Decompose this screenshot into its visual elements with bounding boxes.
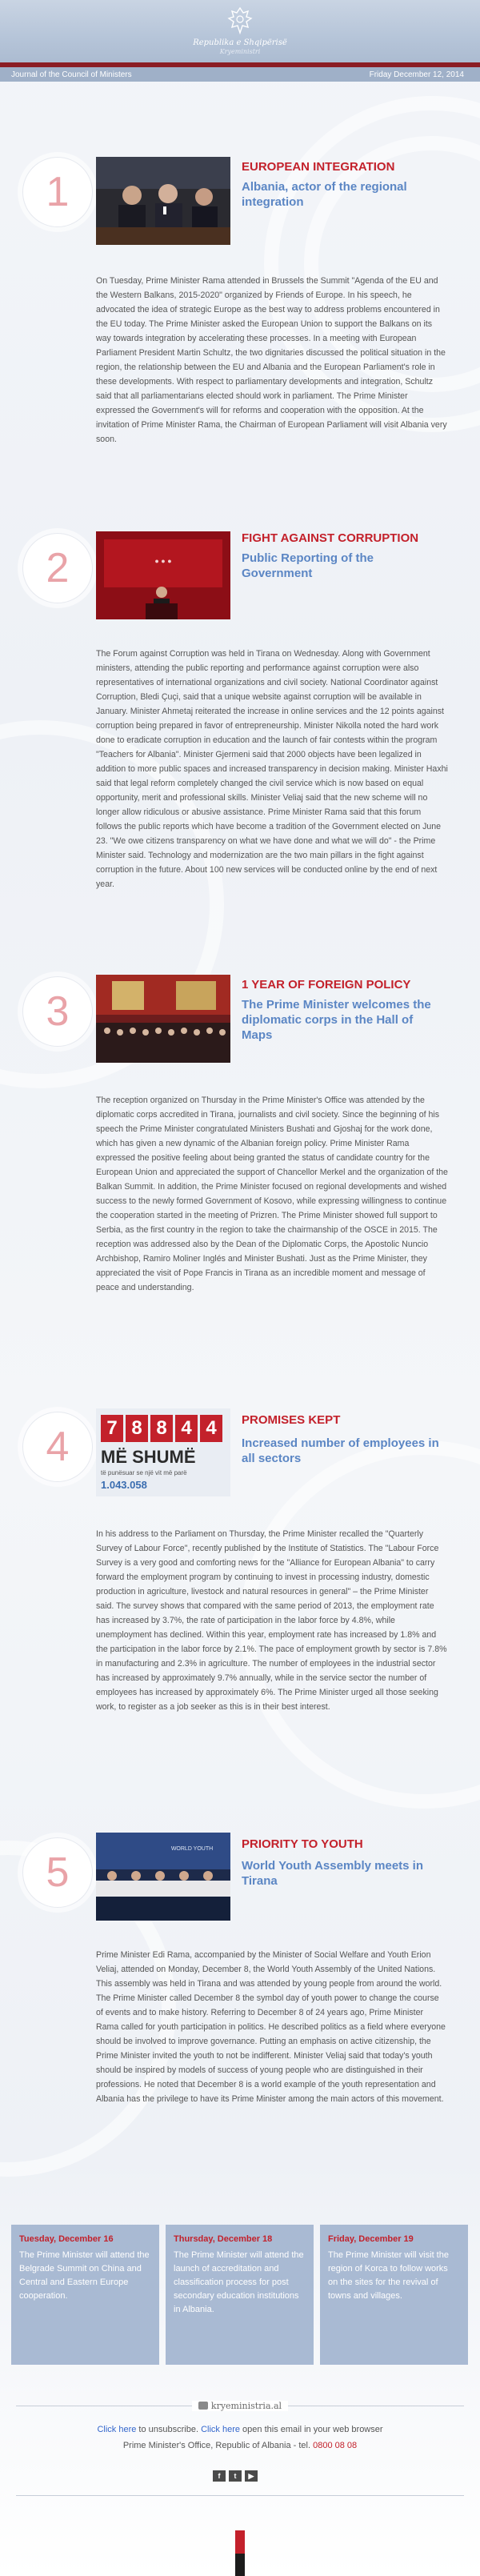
article-subtitle: Albania, actor of the regional integration [242,180,407,209]
article-subtitle: Public Reporting of the Government [242,551,374,580]
article-subtitle: Increased number of employees in all sectors [242,1436,439,1465]
republic-title: Republika e Shqipërisë [193,38,287,47]
footer-links [0,2425,480,2434]
office-text: Prime Minister's Office, Republic of Albania - tel. [122,2441,314,2450]
article-subtitle: The Prime Minister welcomes the diplomatic corps in the Hall of Maps [242,998,431,1042]
youtube-icon[interactable]: ▶ [245,2470,258,2482]
digit-tile: 8 [126,1415,148,1442]
digit-tile: 4 [200,1415,222,1442]
twitter-icon[interactable]: t [229,2470,242,2482]
unsubscribe-text: to unsubscribe. [136,2425,202,2434]
article-kicker: 1 YEAR OF FOREIGN POLICY [242,978,411,992]
article-number: 4 [22,1412,93,1482]
article-subtitle: World Youth Assembly meets in Tirana [242,1859,423,1888]
schedule-card [320,2225,468,2365]
facebook-icon[interactable]: f [213,2470,226,2482]
article-photo-anticorruption-forum[interactable] [96,531,230,619]
article-body: The reception organized on Thursday in the Prime Minister's Office was attended by the diplomatic corps accredited in Tirana, journalists and civil society. Since the beginning of his speech the Prime Minister congratulated Ministers Bushati and Gjoshaj for the work done, which has given a new dynamic of the Albanian foreign policy. Prime Minister Rama expressed the positive feeling about being granted the status of candidate country for the European Union and appreciated the support of Chancellor Merkel and the organization of the Balkan Summit. In addition, the Prime Minister focused on regional developments and wished success to the newly formed Government of Kosovo, while expressing willingness to continue the cooperation started in the meeting of Prizren. The Prime Minister showed full support to Serbia, as the first country in the region to take the chairmanship of the OSCE in 2015. The reception was addressed also by the Dean of the Diplomatic Corps, the Apostolic Nuncio Archbishop, Ramiro Moliner Inglés and Minister Bushati. Just as the Prime Minister, they appreciated the visit of Pope Francis in Tirana as an incredible moment and message of peace and understanding. [96,1096,448,1292]
graphic-total: 1.043.058 [101,1479,147,1491]
article-photo-brussels-summit[interactable] [96,157,230,245]
digit-counter [101,1415,226,1442]
schedule-text: The Prime Minister will attend the launch of accreditation and classification process for post secondary education institutions in Albania. [174,2250,304,2314]
schedule-text: The Prime Minister will attend the Belgrade Summit on China and Central and Eastern Europe cooperation. [19,2250,150,2301]
article-body: In his address to the Parliament on Thursday, the Prime Minister recalled the "Quarterly Survey of Labour Force", recently published by the Institute of Statistics. The "Labour Force Survey is a very good and comforting news for the "Alliance for European Albania" to carry forward the employment program by continuing to invest in processing industry, domestic production in agriculture, livestock and natural resources in general" – the Prime Minister said. The survey shows that compared with the same period of 2013, the employment rate has increased by 3.7%, the rate of participation in the labor force by 4.8%, while unemployment has declined. Within this year, employment rate has increased by 1.8% and the participation in the labor force by 2.1%. The pace of employment growth by sector is 7.8% in manufacturing and 2.3% in agriculture. The number of employees in the industrial sector has increased by approximately 9.7% annually, while in the service sector the number of employees has increased by approximately 6%. The Prime Minister urged all those seeking work, to register as a job seeker as this is in their best interest. [96,1529,447,1712]
footer-divider [16,2495,464,2496]
footer-site-logo[interactable] [192,2401,288,2411]
schedule-day: Tuesday, December 16 [19,2234,114,2244]
issue-date: Friday December 12, 2014 [369,70,464,79]
article-number: 1 [22,157,93,227]
schedule-day: Thursday, December 18 [174,2234,273,2244]
schedule-day: Friday, December 19 [328,2234,414,2244]
bottom-flag-bar [235,2530,245,2576]
schedule-card [11,2225,159,2365]
article-kicker: FIGHT AGAINST CORRUPTION [242,531,419,545]
article-body: On Tuesday, Prime Minister Rama attended in Brussels the Summit "Agenda of the EU and the Western Balkans, 2015-2020" organized by Friends of Europe. In his speech, he advocated the idea of strategic Europe as the best way to address problems encountered in the EU today. The Prime Minister asked the European Union to support the Balkans on its way towards integration by accelerating these processes. In a meeting with European Parliament President Martin Schultz, the two dignitaries discussed the political situation in the region, the relationship between the EU and Albania and the European Parliament's role in these developments. With respect to parliamentary developments and integration, Schultz said that all parliamentarians elected should work in parliament. The Prime Minister expressed the Government's will for reforms and cooperation with the opposition. At the invitation of Prime Minister Rama, the Chairman of European Parliament will visit Albania very soon. [96,276,447,444]
eagle-emblem-icon [227,6,253,35]
open-in-browser-text: open this email in your web browser [240,2425,383,2434]
header [0,0,480,79]
social-links [213,2468,267,2481]
digit-tile: 4 [175,1415,198,1442]
article-kicker: PROMISES KEPT [242,1413,341,1427]
article-graphic-employment[interactable] [96,1408,230,1496]
article-kicker: PRIORITY TO YOUTH [242,1837,363,1851]
article-photo-youth-assembly[interactable] [96,1833,230,1921]
article-number: 5 [22,1837,93,1908]
site-logo-icon [198,2402,208,2410]
svg-text:WORLD YOUTH: WORLD YOUTH [170,1846,214,1852]
digit-tile: 7 [101,1415,123,1442]
phone-number[interactable]: 0800 08 08 [313,2441,358,2450]
footer-site-name: kryeministria.al [210,2401,282,2411]
footer-contact [0,2441,480,2450]
article-kicker: EUROPEAN INTEGRATION [242,160,395,174]
graphic-caption: të punësuar se një vit më parë [101,1469,187,1476]
flag-black-stripe [235,2554,245,2576]
graphic-headline: MË SHUMË [101,1447,196,1467]
digit-tile: 8 [150,1415,173,1442]
open-in-browser-link[interactable]: Click here [201,2425,240,2434]
schedule-card [166,2225,314,2365]
journal-title: Journal of the Council of Ministers [11,70,132,79]
schedule-text: The Prime Minister will visit the region of Korca to follow works on the sites for the revival of towns and villages. [328,2250,449,2301]
republic-subtitle: Kryeministri [219,48,261,55]
article-number: 2 [22,533,93,603]
flag-red-stripe [235,2530,245,2554]
article-body: The Forum against Corruption was held in Tirana on Wednesday. Along with Government ministers, attending the public reporting and performance against corruption were also representatives of international organizations and civil society. National Coordinator against Corruption, Bledi Çuçi, said that a unique website against corruption will be available in January. Minister Ahmetaj reiterated the increase in online services and the 12 points against corruption being prepared in favor of entrepreneurship. Minister Nikolla noted the hard work done to eradicate corruption in education and the launch of fair contests within the program "Teachers for Albania". Minister Gjermeni said that 2000 objects have been legalized in addition to more public spaces and increased transparency in decision making. Minister Haxhi said that legal reform completely changed the civil service which is now based on equal opportunity, merit and professional skills. Minister Veliaj said that the new scheme will no longer allow ridiculous or abusive assistance. Prime Minister Rama said that this forum follows the public reports which have become a tradition of the Government elected on June 23. "We owe citizens transparency on what we have done and what we will do" - the Prime Minister said. Technology and modernization are the two main pillars in the fight against corruption in the future. About 100 new services will be conducted online by the end of next year. [96,649,448,889]
weekly-schedule [11,2225,469,2385]
svg-text:● ● ●: ● ● ● [154,557,172,565]
unsubscribe-link[interactable]: Click here [97,2425,137,2434]
article-body: Prime Minister Edi Rama, accompanied by the Minister of Social Welfare and Youth Erion Veliaj, attended on Monday, December 8, the World Youth Assembly of the United Nations. This assembly was held in Tirana and was attended by young people from around the world. The Prime Minister called December 8 the symbol day of youth power to change the course of events and to make history. Referring to December 8 of 24 years ago, Prime Minister Rama called for youth participation in politics. He described politics as a field where everyone should be involved to improve governance. Putting an emphasis on active citizenship, the Prime Minister invited the youth to not be indifferent. Minister Veliaj said that today's youth should be inspired by models of success of young people who are distinguished in their professions. He noted that December 8 is a world example of the youth representation and Albania has the privilege to have its Prime Minister among the main actors of this movement. [96,1950,446,2104]
article-photo-hall-of-maps[interactable] [96,975,230,1063]
article-number: 3 [22,976,93,1047]
